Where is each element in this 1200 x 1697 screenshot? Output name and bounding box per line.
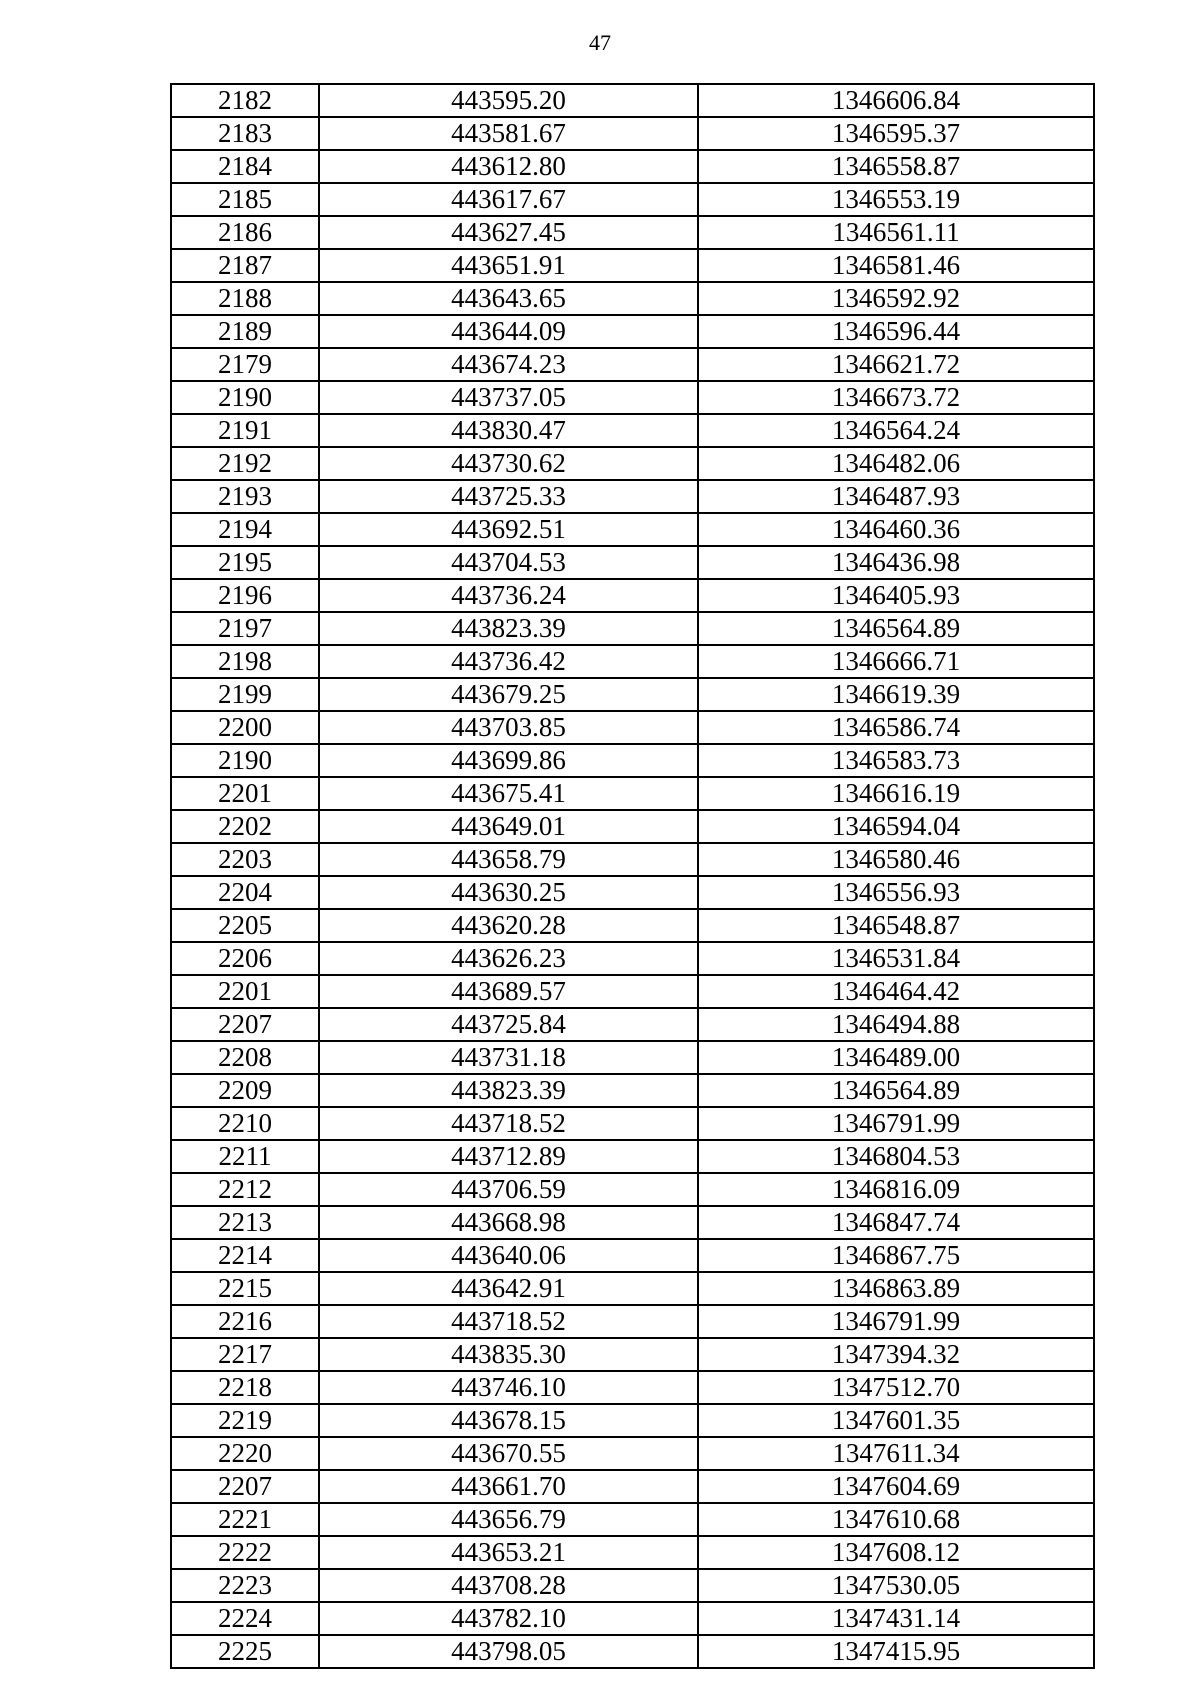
table-row (171, 546, 1094, 579)
point-id-cell: 2198 (171, 645, 319, 678)
y-coordinate-cell: 1347431.14 (698, 1602, 1094, 1635)
point-id-cell: 2220 (171, 1437, 319, 1470)
x-coordinate-cell: 443656.79 (319, 1503, 698, 1536)
y-coordinate-cell: 1346464.42 (698, 975, 1094, 1008)
y-coordinate-cell: 1347601.35 (698, 1404, 1094, 1437)
point-id-cell: 2217 (171, 1338, 319, 1371)
point-id-cell: 2205 (171, 909, 319, 942)
table-row (171, 711, 1094, 744)
y-coordinate-cell: 1347415.95 (698, 1635, 1094, 1668)
y-coordinate-cell: 1346564.89 (698, 612, 1094, 645)
y-coordinate-cell: 1346531.84 (698, 942, 1094, 975)
table-row (171, 1206, 1094, 1239)
table-row (171, 876, 1094, 909)
table-row (171, 348, 1094, 381)
point-id-cell: 2204 (171, 876, 319, 909)
y-coordinate-cell: 1346863.89 (698, 1272, 1094, 1305)
x-coordinate-cell: 443823.39 (319, 612, 698, 645)
table-row (171, 84, 1094, 117)
point-id-cell: 2212 (171, 1173, 319, 1206)
point-id-cell: 2187 (171, 249, 319, 282)
y-coordinate-cell: 1346619.39 (698, 678, 1094, 711)
point-id-cell: 2201 (171, 777, 319, 810)
x-coordinate-cell: 443730.62 (319, 447, 698, 480)
x-coordinate-cell: 443782.10 (319, 1602, 698, 1635)
x-coordinate-cell: 443581.67 (319, 117, 698, 150)
table-row (171, 645, 1094, 678)
table-row (171, 1503, 1094, 1536)
y-coordinate-cell: 1346594.04 (698, 810, 1094, 843)
point-id-cell: 2215 (171, 1272, 319, 1305)
y-coordinate-cell: 1346436.98 (698, 546, 1094, 579)
point-id-cell: 2190 (171, 381, 319, 414)
point-id-cell: 2218 (171, 1371, 319, 1404)
y-coordinate-cell: 1346564.24 (698, 414, 1094, 447)
point-id-cell: 2203 (171, 843, 319, 876)
point-id-cell: 2190 (171, 744, 319, 777)
x-coordinate-cell: 443830.47 (319, 414, 698, 447)
point-id-cell: 2225 (171, 1635, 319, 1668)
point-id-cell: 2191 (171, 414, 319, 447)
y-coordinate-cell: 1346596.44 (698, 315, 1094, 348)
y-coordinate-cell: 1346616.19 (698, 777, 1094, 810)
point-id-cell: 2193 (171, 480, 319, 513)
x-coordinate-cell: 443612.80 (319, 150, 698, 183)
x-coordinate-cell: 443595.20 (319, 84, 698, 117)
x-coordinate-cell: 443798.05 (319, 1635, 698, 1668)
y-coordinate-cell: 1346553.19 (698, 183, 1094, 216)
table-row (171, 1239, 1094, 1272)
table-row (171, 249, 1094, 282)
x-coordinate-cell: 443649.01 (319, 810, 698, 843)
x-coordinate-cell: 443630.25 (319, 876, 698, 909)
point-id-cell: 2182 (171, 84, 319, 117)
point-id-cell: 2197 (171, 612, 319, 645)
y-coordinate-cell: 1346548.87 (698, 909, 1094, 942)
y-coordinate-cell: 1347611.34 (698, 1437, 1094, 1470)
table-row (171, 1470, 1094, 1503)
x-coordinate-cell: 443746.10 (319, 1371, 698, 1404)
table-row (171, 1602, 1094, 1635)
y-coordinate-cell: 1346847.74 (698, 1206, 1094, 1239)
x-coordinate-cell: 443670.55 (319, 1437, 698, 1470)
table-row (171, 1371, 1094, 1404)
y-coordinate-cell: 1346791.99 (698, 1107, 1094, 1140)
y-coordinate-cell: 1347512.70 (698, 1371, 1094, 1404)
y-coordinate-cell: 1346581.46 (698, 249, 1094, 282)
x-coordinate-cell: 443736.42 (319, 645, 698, 678)
point-id-cell: 2224 (171, 1602, 319, 1635)
point-id-cell: 2184 (171, 150, 319, 183)
coordinates-table (170, 83, 1095, 1669)
y-coordinate-cell: 1347394.32 (698, 1338, 1094, 1371)
table-row (171, 315, 1094, 348)
y-coordinate-cell: 1346580.46 (698, 843, 1094, 876)
point-id-cell: 2186 (171, 216, 319, 249)
table-row (171, 1074, 1094, 1107)
table-row (171, 1008, 1094, 1041)
table-row (171, 744, 1094, 777)
point-id-cell: 2214 (171, 1239, 319, 1272)
point-id-cell: 2201 (171, 975, 319, 1008)
point-id-cell: 2207 (171, 1008, 319, 1041)
y-coordinate-cell: 1346558.87 (698, 150, 1094, 183)
y-coordinate-cell: 1346405.93 (698, 579, 1094, 612)
x-coordinate-cell: 443678.15 (319, 1404, 698, 1437)
table-row (171, 777, 1094, 810)
y-coordinate-cell: 1346460.36 (698, 513, 1094, 546)
table-row (171, 942, 1094, 975)
point-id-cell: 2213 (171, 1206, 319, 1239)
point-id-cell: 2223 (171, 1569, 319, 1602)
y-coordinate-cell: 1346867.75 (698, 1239, 1094, 1272)
point-id-cell: 2211 (171, 1140, 319, 1173)
x-coordinate-cell: 443668.98 (319, 1206, 698, 1239)
table-row (171, 1272, 1094, 1305)
point-id-cell: 2183 (171, 117, 319, 150)
table-row (171, 414, 1094, 447)
y-coordinate-cell: 1346489.00 (698, 1041, 1094, 1074)
y-coordinate-cell: 1346666.71 (698, 645, 1094, 678)
y-coordinate-cell: 1347530.05 (698, 1569, 1094, 1602)
table-row (171, 381, 1094, 414)
table-row (171, 150, 1094, 183)
table-row (171, 1338, 1094, 1371)
y-coordinate-cell: 1346673.72 (698, 381, 1094, 414)
y-coordinate-cell: 1346487.93 (698, 480, 1094, 513)
point-id-cell: 2206 (171, 942, 319, 975)
x-coordinate-cell: 443725.33 (319, 480, 698, 513)
table-row (171, 1635, 1094, 1668)
table-row (171, 909, 1094, 942)
x-coordinate-cell: 443644.09 (319, 315, 698, 348)
table-row (171, 513, 1094, 546)
x-coordinate-cell: 443679.25 (319, 678, 698, 711)
table-row (171, 975, 1094, 1008)
table-row (171, 1140, 1094, 1173)
table-row (171, 480, 1094, 513)
y-coordinate-cell: 1346564.89 (698, 1074, 1094, 1107)
point-id-cell: 2207 (171, 1470, 319, 1503)
x-coordinate-cell: 443718.52 (319, 1305, 698, 1338)
y-coordinate-cell: 1347604.69 (698, 1470, 1094, 1503)
y-coordinate-cell: 1346583.73 (698, 744, 1094, 777)
y-coordinate-cell: 1346482.06 (698, 447, 1094, 480)
point-id-cell: 2209 (171, 1074, 319, 1107)
table-row (171, 678, 1094, 711)
point-id-cell: 2194 (171, 513, 319, 546)
table-row (171, 579, 1094, 612)
table-row (171, 1437, 1094, 1470)
x-coordinate-cell: 443640.06 (319, 1239, 698, 1272)
table-row (171, 117, 1094, 150)
point-id-cell: 2195 (171, 546, 319, 579)
y-coordinate-cell: 1346621.72 (698, 348, 1094, 381)
x-coordinate-cell: 443651.91 (319, 249, 698, 282)
y-coordinate-cell: 1346606.84 (698, 84, 1094, 117)
table-row (171, 1107, 1094, 1140)
y-coordinate-cell: 1346561.11 (698, 216, 1094, 249)
point-id-cell: 2192 (171, 447, 319, 480)
point-id-cell: 2216 (171, 1305, 319, 1338)
page-number: 47 (589, 30, 611, 55)
x-coordinate-cell: 443718.52 (319, 1107, 698, 1140)
y-coordinate-cell: 1346494.88 (698, 1008, 1094, 1041)
table-row (171, 1404, 1094, 1437)
point-id-cell: 2185 (171, 183, 319, 216)
y-coordinate-cell: 1347610.68 (698, 1503, 1094, 1536)
point-id-cell: 2189 (171, 315, 319, 348)
x-coordinate-cell: 443674.23 (319, 348, 698, 381)
table-row (171, 612, 1094, 645)
x-coordinate-cell: 443617.67 (319, 183, 698, 216)
table-row (171, 1173, 1094, 1206)
table-row (171, 843, 1094, 876)
table-row (171, 810, 1094, 843)
y-coordinate-cell: 1346804.53 (698, 1140, 1094, 1173)
x-coordinate-cell: 443737.05 (319, 381, 698, 414)
y-coordinate-cell: 1347608.12 (698, 1536, 1094, 1569)
x-coordinate-cell: 443661.70 (319, 1470, 698, 1503)
x-coordinate-cell: 443731.18 (319, 1041, 698, 1074)
x-coordinate-cell: 443620.28 (319, 909, 698, 942)
x-coordinate-cell: 443708.28 (319, 1569, 698, 1602)
x-coordinate-cell: 443627.45 (319, 216, 698, 249)
x-coordinate-cell: 443725.84 (319, 1008, 698, 1041)
x-coordinate-cell: 443736.24 (319, 579, 698, 612)
x-coordinate-cell: 443689.57 (319, 975, 698, 1008)
table-row (171, 282, 1094, 315)
y-coordinate-cell: 1346791.99 (698, 1305, 1094, 1338)
y-coordinate-cell: 1346592.92 (698, 282, 1094, 315)
x-coordinate-cell: 443823.39 (319, 1074, 698, 1107)
coordinates-table-body (171, 84, 1094, 1668)
point-id-cell: 2200 (171, 711, 319, 744)
x-coordinate-cell: 443658.79 (319, 843, 698, 876)
x-coordinate-cell: 443699.86 (319, 744, 698, 777)
x-coordinate-cell: 443626.23 (319, 942, 698, 975)
point-id-cell: 2219 (171, 1404, 319, 1437)
x-coordinate-cell: 443704.53 (319, 546, 698, 579)
table-row (171, 1569, 1094, 1602)
point-id-cell: 2199 (171, 678, 319, 711)
point-id-cell: 2179 (171, 348, 319, 381)
y-coordinate-cell: 1346816.09 (698, 1173, 1094, 1206)
table-row (171, 183, 1094, 216)
point-id-cell: 2221 (171, 1503, 319, 1536)
x-coordinate-cell: 443653.21 (319, 1536, 698, 1569)
table-row (171, 1305, 1094, 1338)
x-coordinate-cell: 443675.41 (319, 777, 698, 810)
point-id-cell: 2202 (171, 810, 319, 843)
x-coordinate-cell: 443692.51 (319, 513, 698, 546)
table-row (171, 1041, 1094, 1074)
x-coordinate-cell: 443703.85 (319, 711, 698, 744)
point-id-cell: 2196 (171, 579, 319, 612)
x-coordinate-cell: 443643.65 (319, 282, 698, 315)
x-coordinate-cell: 443712.89 (319, 1140, 698, 1173)
point-id-cell: 2188 (171, 282, 319, 315)
x-coordinate-cell: 443642.91 (319, 1272, 698, 1305)
point-id-cell: 2208 (171, 1041, 319, 1074)
point-id-cell: 2210 (171, 1107, 319, 1140)
x-coordinate-cell: 443706.59 (319, 1173, 698, 1206)
y-coordinate-cell: 1346556.93 (698, 876, 1094, 909)
table-row (171, 447, 1094, 480)
table-row (171, 216, 1094, 249)
table-row (171, 1536, 1094, 1569)
x-coordinate-cell: 443835.30 (319, 1338, 698, 1371)
point-id-cell: 2222 (171, 1536, 319, 1569)
y-coordinate-cell: 1346586.74 (698, 711, 1094, 744)
y-coordinate-cell: 1346595.37 (698, 117, 1094, 150)
